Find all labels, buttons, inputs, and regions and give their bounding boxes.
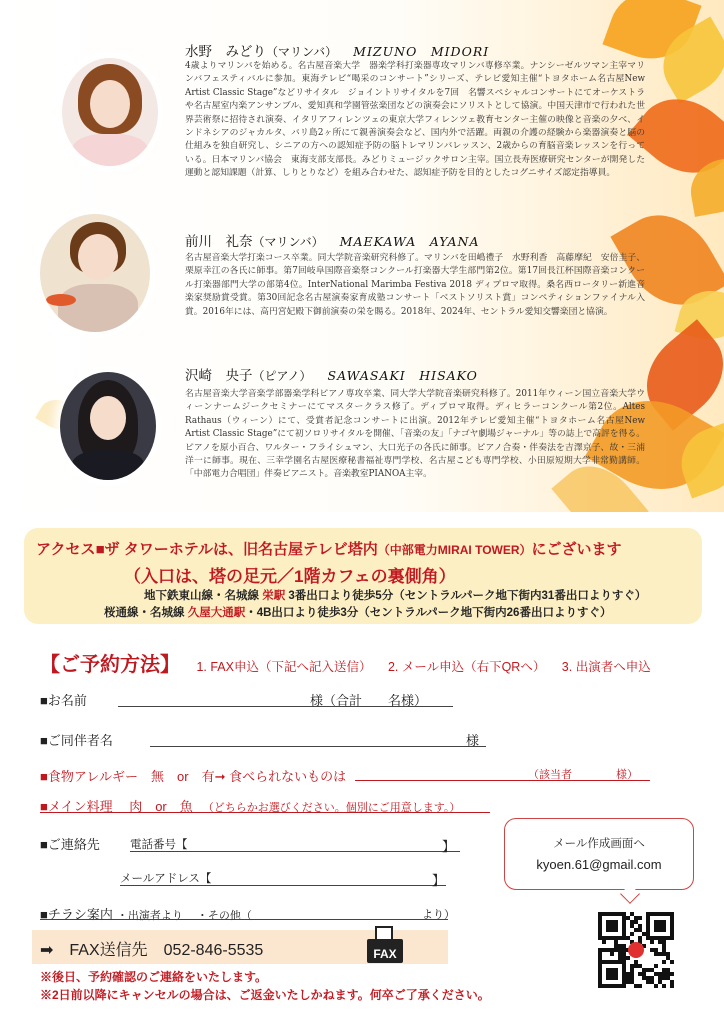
- allergy-row: ■食物アレルギー 無 or 有➞ 食べられないものは: [40, 769, 347, 784]
- qr-cell: [654, 964, 658, 968]
- route-detail: ・4B出口より徒歩3分（セントラルパーク地下街内26番出口よりすぐ）: [245, 607, 612, 619]
- flyer-underline[interactable]: [40, 919, 448, 920]
- performer-photo-maekawa: [40, 214, 150, 332]
- main-dish-underline: [40, 812, 490, 813]
- flyer-label: ■チラシ案内: [40, 907, 113, 922]
- roman-name: MIZUNO MIDORI: [353, 44, 490, 59]
- fax-icon: [364, 925, 406, 965]
- qr-cell: [662, 984, 666, 988]
- method-fax: 1. FAX申込（下記へ記入送信）: [196, 660, 372, 674]
- method-mail: 2. メール申込（右下QRへ）: [387, 660, 546, 674]
- qr-cell: [662, 928, 666, 932]
- access-heading-end: にございます: [531, 541, 622, 558]
- qr-code-icon[interactable]: [598, 912, 674, 988]
- contact-label: ■ご連絡先: [40, 837, 100, 852]
- reservation-heading: [40, 648, 651, 677]
- main-dish-note: （どちらかお選びください。個別にご用意します。）: [202, 802, 461, 814]
- mail-bracket-close: 】: [432, 873, 446, 888]
- qr-cell: [670, 984, 674, 988]
- station-name: 久屋大通駅: [187, 607, 246, 619]
- tower-name: （中部電力MIRAI TOWER）: [377, 543, 532, 557]
- role-text: （マリンバ）: [266, 45, 338, 59]
- name-label: ■お名前: [40, 693, 87, 708]
- route-lines: 地下鉄東山線・名城線: [144, 590, 263, 602]
- qr-cell: [610, 952, 614, 956]
- flyer-options: ・出演者より ・その他（: [116, 910, 252, 922]
- flyer-end: より）: [422, 909, 455, 921]
- qr-cell: [614, 976, 618, 980]
- role-text: （ピアノ）: [252, 369, 312, 383]
- qr-cell: [602, 940, 606, 944]
- entrance-note: （入口は、塔の足元／1階カフェの裏側角）: [124, 567, 456, 586]
- roman-name: SAWASAKI HISAKO: [327, 368, 478, 383]
- phone-bracket-close: 】: [442, 839, 456, 854]
- note-confirmation: ※後日、予約確認のご連絡をいたします。: [40, 970, 268, 984]
- flyer-row: [40, 904, 252, 923]
- qr-cell: [626, 956, 630, 960]
- mail-label: メールアドレス【: [120, 873, 212, 885]
- route-detail: 3番出口より徒歩5分（セントラルパーク地下街内31番出口よりすぐ）: [285, 590, 647, 602]
- companion-row: [40, 730, 113, 749]
- performer-name-mizuno: [185, 40, 489, 60]
- fax-icon-label: FAX: [373, 947, 397, 961]
- qr-cell: [654, 984, 658, 988]
- mail-callout[interactable]: [504, 818, 694, 890]
- callout-tail: [620, 884, 640, 904]
- roman-name: MAEKAWA AYANA: [339, 234, 480, 249]
- qr-cell: [614, 928, 618, 932]
- access-label: アクセス: [36, 541, 96, 558]
- performer-bio-mizuno: 4歳よりマリンバを始める。名古屋音楽大学 器楽学科打楽器専攻マリンバ専修卒業。ナンシーゼルツマン主宰マリンバフェスティバルに参加。東海テレビ“喝采のコンサート”シリーズ、テレビ愛知主催“トヨタホーム名古屋New Artist Classic Stage”などリサイタル ジョイントリサイタルを7回 名響スペシャルコンサートにてオーケストラや名古屋室内楽アンサンブル、愛知真和学園管弦楽団などの演奏会にソリストとして協演。中国天津市で行われた世界芸術祭に招待され演奏、イタリアフィレンツェの東京大学フィレンツェ教育センター主催の映像と音楽の夕べ、インドネシアのジャカルタ、バリ島2ヶ所にて親善演奏会など、国内外で活躍。両親の介護の経験から楽器演奏と脳の仕組みを独自研究し、シニアの方への認知症予防の脳トレマリンバレッスン、2歳からの育脳音楽レッスンを行っている。日本マリンバ協会 東海支部支部長。みどりミュージックサロン主宰。国立長寿医療研究センターが開発した運動と認知課題（計算、しりとりなど）を組み合わせた、認知症予防を目的としたコグニサイズ認定指導員。: [185, 61, 645, 179]
- qr-cell: [670, 972, 674, 976]
- route-sakae: [144, 587, 646, 603]
- qr-cell: [622, 984, 626, 988]
- companion-suffix: 様: [466, 733, 480, 748]
- route-lines: 桜通線・名城線: [104, 607, 188, 619]
- access-heading: [36, 538, 622, 559]
- performer-name-maekawa: [185, 230, 480, 250]
- name-text: 水野 みどり: [185, 44, 266, 60]
- qr-center-logo: [628, 942, 644, 958]
- allergy-suffix: （該当者 様）: [528, 769, 638, 781]
- name-suffix: 様（合計 名様）: [310, 693, 428, 708]
- contact-email[interactable]: kyoen.61@gmail.com: [536, 857, 662, 872]
- qr-cell: [638, 984, 642, 988]
- companion-input-line[interactable]: [150, 746, 486, 747]
- reservation-title: 【ご予約方法】: [40, 654, 180, 676]
- name-text: 沢崎 央子: [185, 368, 253, 384]
- role-text: （マリンバ）: [252, 235, 324, 249]
- qr-cell: [638, 916, 642, 920]
- performer-bio-sawasaki: 名古屋音楽大学音楽学部器楽学科ピアノ専攻卒業、同大学大学院音楽研究科修了。2011年ウィーン国立音楽大学ウィーンナームジークセミナーにてマスタークラス修了。ディプロマ取得。ディヒラーコンクール第2位。Altes Rathaus（ウィーン）にて、受賞者記念コンサートに出演。2012年テレビ愛知主催“トヨタホーム名古屋New Artist Classic Stage”にて初ソロリサイタルを開催、「音楽の友」「ナゴヤ劇場ジャーナル」等の誌上で高評を得る。ピアノを原小百合、ワルター・フライシュマン、大口光子の各氏に師事。ピアノ合奏・伴奏法を吉澤京子、故・三浦洋一に師事。現在、三幸学園名古屋医療秘書福祉専門学校、名古屋こども専門学校、小田原短期大学非常勤講師。「中部電力合唱団」伴奏ピアニスト。音楽教室PIANOA主宰。: [185, 389, 645, 480]
- companion-label: ■ご同伴者名: [40, 733, 113, 748]
- performer-photo-sawasaki: [60, 372, 156, 480]
- performer-name-sawasaki: [185, 364, 478, 384]
- hotel-location: ■ザ タワーホテルは、旧名古屋テレビ塔内: [95, 541, 378, 558]
- mail-callout-text: メール作成画面へ: [553, 838, 645, 850]
- qr-cell: [650, 940, 654, 944]
- phone-label: 電話番号【: [130, 839, 188, 851]
- note-cancellation: ※2日前以降にキャンセルの場合は、ご返金いたしかねます。何卒ご了承ください。: [40, 988, 490, 1002]
- performer-photo-mizuno: [62, 58, 158, 166]
- station-name: 栄駅: [262, 590, 286, 602]
- method-performer: 3. 出演者へ申込: [561, 660, 651, 674]
- fax-number: ➡ FAX送信先 052-846-5535: [40, 942, 264, 959]
- access-box: [24, 528, 702, 624]
- mail-input-line[interactable]: [120, 885, 446, 886]
- route-hisaya: [104, 604, 611, 620]
- phone-input-line[interactable]: [130, 851, 460, 852]
- qr-cell: [630, 932, 634, 936]
- name-row: [40, 690, 87, 709]
- qr-cell: [662, 960, 666, 964]
- qr-cell: [670, 936, 674, 940]
- performer-bio-maekawa: 名古屋音楽大学打楽コース卒業。同大学院音楽研究科修了。マリンバを田嶋禮子 水野利香 高藤摩紀 安倍圭子、栗原幸江の各氏に師事。第7回岐阜国際音楽祭コンクール打楽器大学生部門第2位。第17回長江杯国際音楽コンクール打楽器部門大学の部第4位。InterNational Marimba Festiva 2018 ディプロマ取得。桑名西ロータリー新進音楽家奨励賞受賞。第30回記念名古屋演奏家育成塾コンサート「ベストソリスト賞」コンペティションファイナル入賞。2016年には、高円宮妃殿下御前演奏の栄を賜る。2018年、2024年、セントラル愛知交響楽団と協演。: [185, 253, 645, 317]
- qr-cell: [670, 960, 674, 964]
- name-text: 前川 礼奈: [185, 234, 253, 250]
- main-dish-choice: ■メイン料理 肉 or 魚: [40, 799, 193, 814]
